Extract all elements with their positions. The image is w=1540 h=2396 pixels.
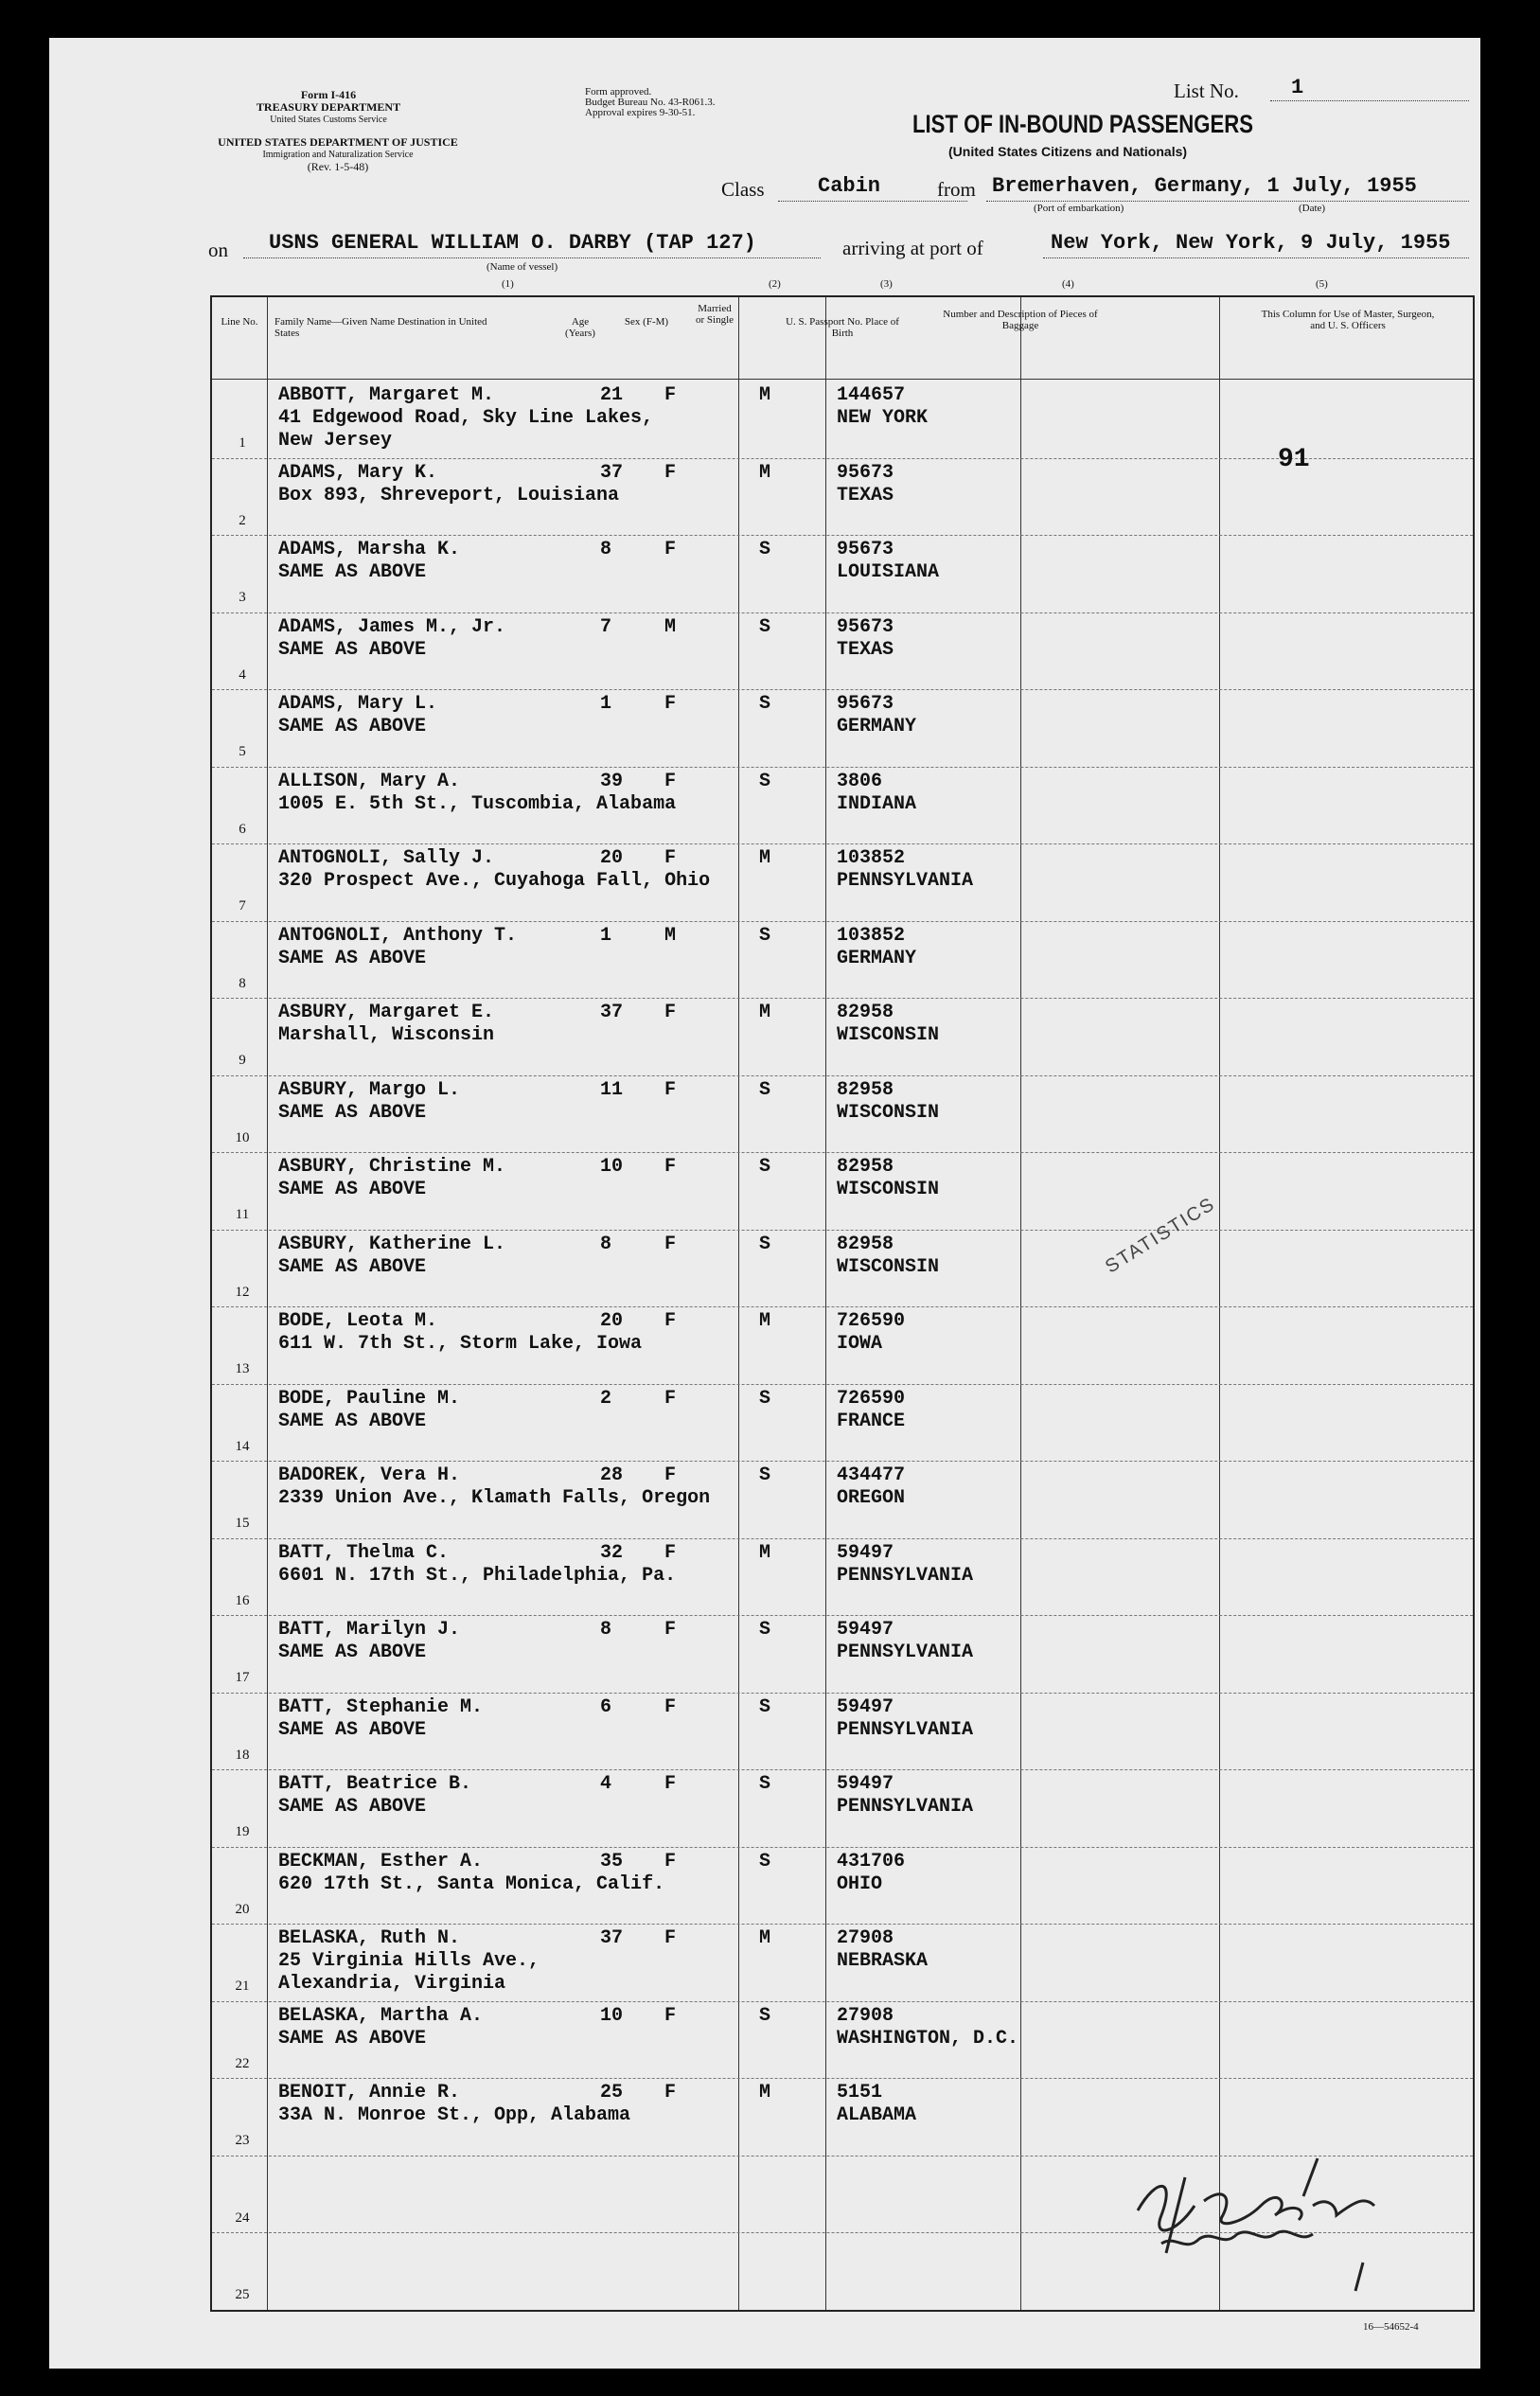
passenger-name: ASBURY, Katherine L. bbox=[278, 1233, 506, 1255]
line-number: 1 bbox=[239, 435, 246, 451]
statistics-stamp: STATISTICS bbox=[1101, 1193, 1220, 1278]
passenger-destination-2: New Jersey bbox=[278, 430, 393, 452]
passenger-name: BODE, Leota M. bbox=[278, 1310, 438, 1332]
margin-note: 91 bbox=[1278, 445, 1310, 474]
passport-number: 27908 bbox=[837, 2004, 894, 2027]
col-number-3: (3) bbox=[880, 278, 893, 290]
passport-number: 103852 bbox=[837, 924, 906, 947]
passenger-destination: 41 Edgewood Road, Sky Line Lakes, bbox=[278, 407, 654, 429]
passenger-destination: Marshall, Wisconsin bbox=[278, 1024, 495, 1046]
passenger-marital: S bbox=[759, 539, 771, 560]
passenger-marital: M bbox=[759, 1002, 771, 1023]
passenger-destination-2: Alexandria, Virginia bbox=[278, 1973, 506, 1995]
line-number: 4 bbox=[239, 666, 246, 683]
passenger-name: BECKMAN, Esther A. bbox=[278, 1850, 484, 1872]
header-officers: This Column for Use of Master, Surgeon, and U. S. Officers bbox=[1261, 309, 1435, 331]
form-revision: (Rev. 1-5-48) bbox=[307, 160, 369, 173]
port-caption: (Port of embarkation) bbox=[1034, 203, 1124, 214]
line-number: 6 bbox=[239, 821, 246, 837]
header-passport: U. S. Passport No. Place of Birth bbox=[786, 316, 899, 339]
passenger-sex: F bbox=[664, 1002, 677, 1023]
passenger-name: BELASKA, Ruth N. bbox=[278, 1927, 461, 1949]
place-of-birth: GERMANY bbox=[837, 716, 917, 737]
passenger-age: 4 bbox=[600, 1773, 612, 1795]
passenger-sex: F bbox=[664, 1850, 677, 1872]
passenger-age: 10 bbox=[600, 2004, 624, 2027]
passenger-table bbox=[210, 295, 1475, 2312]
list-no-label: List No. bbox=[1174, 80, 1239, 102]
place-of-birth: TEXAS bbox=[837, 484, 894, 506]
class-label: Class bbox=[721, 178, 765, 201]
table-row bbox=[212, 2001, 1473, 2079]
arriving-underline bbox=[1043, 257, 1469, 258]
passenger-destination: SAME AS ABOVE bbox=[278, 1101, 427, 1124]
table-row bbox=[212, 612, 1473, 690]
place-of-birth: NEBRASKA bbox=[837, 1950, 929, 1972]
passenger-age: 39 bbox=[600, 770, 624, 792]
place-of-birth: WASHINGTON, D.C. bbox=[837, 2027, 1019, 2050]
passenger-name: BENOIT, Annie R. bbox=[278, 2082, 461, 2103]
passenger-age: 8 bbox=[600, 1619, 612, 1641]
passport-number: 103852 bbox=[837, 847, 906, 869]
passport-number: 95673 bbox=[837, 615, 894, 638]
vessel-underline bbox=[243, 257, 821, 258]
passenger-marital: M bbox=[759, 1927, 771, 1949]
table-row bbox=[212, 998, 1473, 1075]
row-divider bbox=[212, 1384, 1473, 1385]
passenger-marital: M bbox=[759, 1310, 771, 1332]
table-row bbox=[212, 1230, 1473, 1307]
passenger-marital: M bbox=[759, 847, 771, 869]
passenger-marital: S bbox=[759, 1078, 771, 1101]
passenger-age: 20 bbox=[600, 1310, 624, 1332]
passenger-age: 37 bbox=[600, 1927, 624, 1949]
passenger-destination: SAME AS ABOVE bbox=[278, 2027, 427, 2050]
line-number: 25 bbox=[235, 2287, 250, 2302]
passport-number: 59497 bbox=[837, 1773, 894, 1795]
passenger-name: ASBURY, Christine M. bbox=[278, 1156, 506, 1178]
row-divider bbox=[212, 998, 1473, 999]
place-of-birth: LOUISIANA bbox=[837, 561, 940, 583]
passenger-sex: F bbox=[664, 1078, 677, 1101]
place-of-birth: NEW YORK bbox=[837, 407, 929, 429]
from-label: from bbox=[937, 178, 976, 201]
approval-line-2: Budget Bureau No. 43-R061.3. bbox=[585, 97, 716, 108]
passenger-destination: 6601 N. 17th St., Philadelphia, Pa. bbox=[278, 1564, 677, 1587]
line-number: 17 bbox=[235, 1670, 250, 1685]
place-of-birth: FRANCE bbox=[837, 1410, 906, 1432]
passenger-destination: 33A N. Monroe St., Opp, Alabama bbox=[278, 2104, 631, 2126]
line-number: 10 bbox=[235, 1129, 250, 1145]
passenger-name: ADAMS, Marsha K. bbox=[278, 539, 461, 560]
place-of-birth: OHIO bbox=[837, 1872, 883, 1895]
passenger-age: 8 bbox=[600, 539, 612, 560]
table-row bbox=[212, 1075, 1473, 1153]
table-row bbox=[212, 767, 1473, 844]
customs-service: United States Customs Service bbox=[270, 115, 387, 125]
line-number: 21 bbox=[235, 1979, 250, 1994]
passenger-destination: SAME AS ABOVE bbox=[278, 947, 427, 969]
passenger-destination: SAME AS ABOVE bbox=[278, 716, 427, 737]
place-of-birth: WISCONSIN bbox=[837, 1255, 940, 1278]
row-divider bbox=[212, 689, 1473, 690]
table-row bbox=[212, 1152, 1473, 1230]
row-divider bbox=[212, 1924, 1473, 1925]
from-underline bbox=[986, 201, 1469, 202]
passenger-marital: M bbox=[759, 1541, 771, 1564]
table-row bbox=[212, 689, 1473, 767]
row-divider bbox=[212, 1847, 1473, 1848]
line-number: 23 bbox=[235, 2133, 250, 2148]
passenger-destination: SAME AS ABOVE bbox=[278, 561, 427, 583]
row-divider bbox=[212, 767, 1473, 768]
passenger-marital: S bbox=[759, 1850, 771, 1872]
line-number: 13 bbox=[235, 1361, 250, 1376]
table-row bbox=[212, 1769, 1473, 1847]
line-number: 16 bbox=[235, 1592, 250, 1608]
passenger-age: 37 bbox=[600, 461, 624, 484]
vessel-value: USNS GENERAL WILLIAM O. DARBY (TAP 127) bbox=[269, 231, 756, 255]
passenger-destination: SAME AS ABOVE bbox=[278, 1410, 427, 1432]
passport-number: 434477 bbox=[837, 1464, 906, 1486]
line-number: 8 bbox=[239, 975, 246, 991]
passenger-age: 6 bbox=[600, 1695, 612, 1718]
passenger-sex: F bbox=[664, 1695, 677, 1718]
passport-number: 144657 bbox=[837, 384, 906, 406]
passenger-sex: F bbox=[664, 693, 677, 715]
passenger-sex: M bbox=[664, 924, 677, 947]
line-number: 9 bbox=[239, 1053, 246, 1068]
col-number-2: (2) bbox=[769, 278, 781, 290]
header-age bbox=[557, 316, 604, 339]
passenger-sex: F bbox=[664, 1233, 677, 1255]
form-number: Form I-416 bbox=[300, 88, 357, 101]
passenger-destination: 1005 E. 5th St., Tuscombia, Alabama bbox=[278, 792, 677, 815]
passenger-sex: F bbox=[664, 1310, 677, 1332]
passenger-age: 10 bbox=[600, 1156, 624, 1178]
justice-block bbox=[210, 136, 466, 173]
passenger-marital: S bbox=[759, 693, 771, 715]
place-of-birth: PENNSYLVANIA bbox=[837, 1718, 974, 1741]
passenger-name: BADOREK, Vera H. bbox=[278, 1464, 461, 1486]
passenger-destination: SAME AS ABOVE bbox=[278, 1179, 427, 1200]
passenger-sex: F bbox=[664, 770, 677, 792]
passenger-age: 11 bbox=[600, 1078, 624, 1101]
line-number: 20 bbox=[235, 1901, 250, 1917]
handwritten-signature bbox=[1119, 2121, 1422, 2310]
passenger-destination: 2339 Union Ave., Klamath Falls, Oregon bbox=[278, 1487, 711, 1509]
passenger-name: ALLISON, Mary A. bbox=[278, 770, 461, 792]
row-divider bbox=[212, 921, 1473, 922]
passenger-age: 20 bbox=[600, 847, 624, 869]
approval-line-3: Approval expires 9-30-51. bbox=[585, 107, 696, 118]
passenger-age: 1 bbox=[600, 924, 612, 947]
place-of-birth: PENNSYLVANIA bbox=[837, 1796, 974, 1818]
table-row bbox=[212, 535, 1473, 612]
passport-number: 431706 bbox=[837, 1850, 906, 1872]
approval-line-1: Form approved. bbox=[585, 86, 652, 98]
passport-number: 95673 bbox=[837, 461, 894, 484]
passport-number: 726590 bbox=[837, 1387, 906, 1410]
row-divider bbox=[212, 1769, 1473, 1770]
page-subtitle: (United States Citizens and Nationals) bbox=[948, 144, 1188, 159]
passenger-age: 7 bbox=[600, 615, 612, 638]
passport-number: 726590 bbox=[837, 1310, 906, 1332]
row-divider bbox=[212, 1538, 1473, 1539]
row-divider bbox=[212, 1693, 1473, 1694]
place-of-birth: GERMANY bbox=[837, 947, 917, 969]
row-divider bbox=[212, 535, 1473, 536]
arriving-label: arriving at port of bbox=[842, 237, 983, 259]
passenger-age: 8 bbox=[600, 1233, 612, 1255]
place-of-birth: OREGON bbox=[837, 1487, 906, 1509]
passenger-destination: SAME AS ABOVE bbox=[278, 638, 427, 661]
passenger-marital: S bbox=[759, 615, 771, 638]
passenger-name: ADAMS, James M., Jr. bbox=[278, 615, 506, 638]
line-number: 15 bbox=[235, 1516, 250, 1531]
line-number: 24 bbox=[235, 2210, 250, 2226]
line-number: 11 bbox=[235, 1207, 250, 1222]
passport-number: 59497 bbox=[837, 1695, 894, 1718]
passenger-age: 35 bbox=[600, 1850, 624, 1872]
passenger-name: ANTOGNOLI, Sally J. bbox=[278, 847, 495, 869]
place-of-birth: WISCONSIN bbox=[837, 1024, 940, 1046]
passenger-name: ASBURY, Margo L. bbox=[278, 1078, 461, 1101]
passenger-marital: S bbox=[759, 924, 771, 947]
arriving-value: New York, New York, 9 July, 1955 bbox=[1051, 231, 1451, 255]
passport-number: 95673 bbox=[837, 693, 894, 715]
col-number-1: (1) bbox=[502, 278, 514, 290]
header-divider bbox=[212, 379, 1473, 380]
line-number: 2 bbox=[239, 512, 246, 528]
passenger-destination: Box 893, Shreveport, Louisiana bbox=[278, 484, 620, 506]
place-of-birth: WISCONSIN bbox=[837, 1101, 940, 1124]
approval-block bbox=[585, 87, 774, 118]
passenger-sex: F bbox=[664, 1619, 677, 1641]
passport-number: 27908 bbox=[837, 1927, 894, 1949]
passenger-sex: F bbox=[664, 1773, 677, 1795]
place-of-birth: INDIANA bbox=[837, 792, 917, 815]
treasury-dept: TREASURY DEPARTMENT bbox=[256, 100, 401, 114]
row-divider bbox=[212, 1152, 1473, 1153]
col-number-4: (4) bbox=[1062, 278, 1074, 290]
table-row bbox=[212, 1306, 1473, 1384]
row-divider bbox=[212, 1306, 1473, 1307]
passenger-destination: SAME AS ABOVE bbox=[278, 1642, 427, 1663]
line-number: 22 bbox=[235, 2055, 250, 2071]
passenger-sex: F bbox=[664, 384, 677, 406]
place-of-birth: TEXAS bbox=[837, 638, 894, 661]
passenger-destination: SAME AS ABOVE bbox=[278, 1718, 427, 1741]
passenger-marital: S bbox=[759, 1156, 771, 1178]
passenger-age: 28 bbox=[600, 1464, 624, 1486]
list-no-value: 1 bbox=[1291, 76, 1304, 99]
passenger-sex: F bbox=[664, 539, 677, 560]
passenger-marital: S bbox=[759, 1695, 771, 1718]
passenger-age: 1 bbox=[600, 693, 612, 715]
date-caption: (Date) bbox=[1299, 203, 1326, 214]
row-divider bbox=[212, 2078, 1473, 2079]
justice-dept: UNITED STATES DEPARTMENT OF JUSTICE bbox=[218, 135, 458, 149]
table-row bbox=[212, 1384, 1473, 1462]
passenger-age: 32 bbox=[600, 1541, 624, 1564]
passenger-name: ANTOGNOLI, Anthony T. bbox=[278, 924, 518, 947]
passenger-marital: M bbox=[759, 384, 771, 406]
passenger-age: 37 bbox=[600, 1002, 624, 1023]
page-title: LIST OF IN-BOUND PASSENGERS bbox=[912, 110, 1254, 138]
header-baggage: Number and Description of Pieces of Baggage bbox=[943, 309, 1098, 331]
passenger-name: ABBOTT, Margaret M. bbox=[278, 384, 495, 406]
passenger-sex: F bbox=[664, 1464, 677, 1486]
line-number: 18 bbox=[235, 1747, 250, 1763]
passenger-name: BELASKA, Martha A. bbox=[278, 2004, 484, 2027]
passenger-name: BATT, Thelma C. bbox=[278, 1541, 450, 1564]
passenger-name: ASBURY, Margaret E. bbox=[278, 1002, 495, 1023]
passenger-destination: SAME AS ABOVE bbox=[278, 1255, 427, 1278]
line-number: 7 bbox=[239, 898, 246, 914]
passenger-age: 2 bbox=[600, 1387, 612, 1410]
table-row bbox=[212, 1461, 1473, 1538]
passenger-name: BODE, Pauline M. bbox=[278, 1387, 461, 1410]
ins-service: Immigration and Naturalization Service bbox=[262, 150, 414, 160]
place-of-birth: WISCONSIN bbox=[837, 1179, 940, 1200]
table-row bbox=[212, 1615, 1473, 1693]
passenger-marital: M bbox=[759, 461, 771, 484]
passport-number: 3806 bbox=[837, 770, 883, 792]
row-divider bbox=[212, 1230, 1473, 1231]
passenger-destination: 320 Prospect Ave., Cuyahoga Fall, Ohio bbox=[278, 870, 711, 892]
row-divider bbox=[212, 2001, 1473, 2002]
passenger-marital: S bbox=[759, 1773, 771, 1795]
header-sex-text: Sex (F-M) bbox=[624, 316, 669, 328]
place-of-birth: PENNSYLVANIA bbox=[837, 870, 974, 892]
passport-number: 59497 bbox=[837, 1619, 894, 1641]
on-label: on bbox=[208, 239, 228, 261]
place-of-birth: IOWA bbox=[837, 1333, 883, 1355]
passenger-sex: F bbox=[664, 847, 677, 869]
passenger-name: ADAMS, Mary K. bbox=[278, 461, 438, 484]
passport-number: 82958 bbox=[837, 1002, 894, 1023]
passenger-sex: F bbox=[664, 1156, 677, 1178]
row-divider bbox=[212, 1075, 1473, 1076]
form-identity-block bbox=[215, 89, 442, 126]
header-age-text: Age (Years) bbox=[565, 316, 595, 339]
header-married: Married or Single bbox=[695, 303, 735, 326]
table-row bbox=[212, 1538, 1473, 1616]
list-no-underline bbox=[1270, 100, 1469, 101]
passenger-sex: F bbox=[664, 1927, 677, 1949]
passenger-sex: F bbox=[664, 2082, 677, 2103]
table-row bbox=[212, 1693, 1473, 1770]
footer-code: 16—54652-4 bbox=[1363, 2321, 1419, 2333]
passenger-sex: F bbox=[664, 1541, 677, 1564]
row-divider bbox=[212, 1615, 1473, 1616]
passenger-destination: 611 W. 7th St., Storm Lake, Iowa bbox=[278, 1333, 643, 1355]
class-value: Cabin bbox=[818, 174, 881, 198]
table-row bbox=[212, 1847, 1473, 1925]
vessel-caption: (Name of vessel) bbox=[487, 261, 558, 273]
col-number-5: (5) bbox=[1316, 278, 1328, 290]
line-number: 14 bbox=[235, 1438, 250, 1454]
line-number: 19 bbox=[235, 1824, 250, 1839]
passport-number: 95673 bbox=[837, 539, 894, 560]
passenger-age: 21 bbox=[600, 384, 624, 406]
passenger-destination: 620 17th St., Santa Monica, Calif. bbox=[278, 1872, 665, 1895]
passenger-name: ADAMS, Mary L. bbox=[278, 693, 438, 715]
manifest-page bbox=[49, 38, 1480, 2369]
passport-number: 82958 bbox=[837, 1078, 894, 1101]
passenger-destination: 25 Virginia Hills Ave., bbox=[278, 1950, 540, 1972]
passport-number: 82958 bbox=[837, 1156, 894, 1178]
header-sex bbox=[623, 316, 670, 328]
passenger-sex: F bbox=[664, 2004, 677, 2027]
table-row bbox=[212, 843, 1473, 921]
place-of-birth: ALABAMA bbox=[837, 2104, 917, 2126]
row-divider bbox=[212, 612, 1473, 613]
header-line-no: Line No. bbox=[221, 316, 258, 328]
passport-number: 59497 bbox=[837, 1541, 894, 1564]
table-row bbox=[212, 921, 1473, 999]
passenger-name: BATT, Stephanie M. bbox=[278, 1695, 484, 1718]
line-number: 12 bbox=[235, 1284, 250, 1300]
passenger-marital: S bbox=[759, 1619, 771, 1641]
passenger-marital: S bbox=[759, 1464, 771, 1486]
passenger-sex: F bbox=[664, 461, 677, 484]
passenger-age: 25 bbox=[600, 2082, 624, 2103]
passenger-marital: S bbox=[759, 770, 771, 792]
header-name: Family Name—Given Name Destination in United States bbox=[274, 316, 487, 339]
passenger-marital: S bbox=[759, 1233, 771, 1255]
passenger-sex: F bbox=[664, 1387, 677, 1410]
passenger-name: BATT, Beatrice B. bbox=[278, 1773, 472, 1795]
passport-number: 82958 bbox=[837, 1233, 894, 1255]
from-value: Bremerhaven, Germany, 1 July, 1955 bbox=[992, 174, 1417, 198]
row-divider bbox=[212, 843, 1473, 844]
line-number: 3 bbox=[239, 590, 246, 605]
table-row bbox=[212, 1924, 1473, 2001]
passenger-name: BATT, Marilyn J. bbox=[278, 1619, 461, 1641]
passenger-sex: M bbox=[664, 615, 677, 638]
passenger-marital: S bbox=[759, 2004, 771, 2027]
passenger-marital: M bbox=[759, 2082, 771, 2103]
row-divider bbox=[212, 1461, 1473, 1462]
passenger-marital: S bbox=[759, 1387, 771, 1410]
passenger-destination: SAME AS ABOVE bbox=[278, 1796, 427, 1818]
line-number: 5 bbox=[239, 744, 246, 759]
passport-number: 5151 bbox=[837, 2082, 883, 2103]
place-of-birth: PENNSYLVANIA bbox=[837, 1564, 974, 1587]
place-of-birth: PENNSYLVANIA bbox=[837, 1642, 974, 1663]
